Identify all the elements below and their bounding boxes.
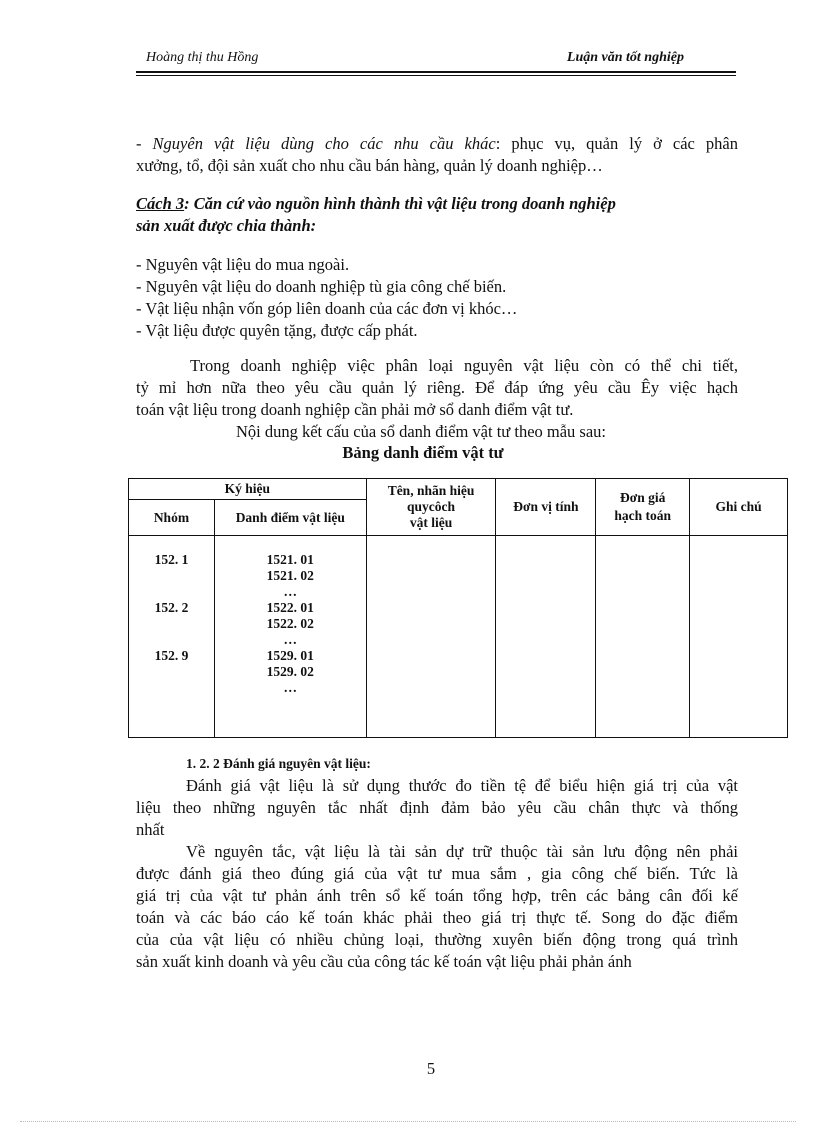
cach3-label: Cách 3 — [136, 194, 185, 213]
other-needs-lead: - Nguyên vật liệu dùng cho các nhu cầu khác — [136, 134, 496, 153]
th-don-vi-tinh: Đơn vị tính — [496, 479, 596, 536]
th-ten-nhan-hieu: Tên, nhãn hiệu quycôch vật liệu — [366, 479, 496, 536]
header-author: Hoàng thị thu Hồng — [146, 50, 259, 65]
table-title: Bảng danh điểm vật tư — [342, 443, 504, 462]
th-danh-diem: Danh điểm vật liệu — [214, 500, 366, 536]
para-classification — [136, 355, 738, 421]
source-item: - Vật liệu nhận vốn góp liên doanh của các đơn vị khóc… — [136, 299, 518, 318]
th-don-gia: Đơn giá hạch toán — [596, 479, 690, 536]
header-rule — [136, 71, 736, 73]
page-bottom-edge — [20, 1121, 796, 1122]
section-title: 1. 2. 2 Đánh giá nguyên vật liệu: — [186, 756, 371, 771]
col-ghi-chu-empty — [690, 536, 788, 738]
col-nhom: 152. 1 152. 2 152. 9 — [129, 536, 215, 738]
th-ghi-chu: Ghi chú — [690, 479, 788, 536]
classification-line2: tỷ mỉ hơn nữa theo yêu cầu quản lý riêng. Để đáp ứng yêu cầu Êy việc hạch — [136, 378, 738, 397]
intro-line: Nội dung kết cấu của sổ danh điểm vật tư theo mẫu sau: — [235, 422, 607, 441]
header-rule-thin — [136, 75, 736, 76]
section-para1: Đánh giá vật liệu là sử dụng thước đo tiền tệ để biểu hiện giá trị của vật liệu theo những nguyên tắc nhất định đảm bảo yêu cầu chân thực và thống nhất — [136, 776, 738, 839]
material-code-table — [128, 478, 788, 738]
header-doc-title: Luận văn tốt nghiệp — [566, 50, 684, 65]
col-ten-empty — [366, 536, 496, 738]
other-needs-line2: xưởng, tổ, đội sản xuất cho nhu cầu bán hàng, quản lý doanh nghiệp… — [136, 156, 603, 175]
cach3-line1: : Căn cứ vào nguồn hình thành thì vật liệu trong doanh nghiệp — [184, 194, 616, 213]
other-needs-rest: : phục vụ, quản lý ở các phân — [495, 134, 738, 153]
col-don-gia-empty — [596, 536, 690, 738]
para-other-needs — [136, 133, 738, 177]
col-danh-diem: 1521. 01 1521. 02 … 1522. 01 1522. 02 … 1529. 01 1529. 02 … — [214, 536, 366, 738]
source-item: - Nguyên vật liệu do doanh nghiệp tù gia công chế biến. — [136, 277, 507, 296]
source-item: - Vật liệu được quyên tặng, được cấp phát. — [136, 321, 418, 340]
col-don-vi-empty — [496, 536, 596, 738]
cach3-line2: sản xuất được chia thành: — [136, 216, 317, 235]
classification-line1: Trong doanh nghiệp việc phân loại nguyên vật liệu còn có thể chi tiết, — [190, 356, 738, 375]
th-nhom: Nhóm — [129, 500, 215, 536]
cach3-heading — [136, 193, 738, 237]
sources-list — [136, 254, 738, 342]
th-ky-hieu: Ký hiệu — [129, 479, 367, 500]
source-item: - Nguyên vật liệu do mua ngoài. — [136, 255, 350, 274]
section-para2: Về nguyên tắc, vật liệu là tài sản dự trữ thuộc tài sản lưu động nên phải được đánh giá theo đúng giá của vật tư mua sắm , gia công chế biến. Tức là giá trị của vật tư phản ánh trên sổ kế toán tổng hợp, trên các bảng cân đối kế toán và các báo cáo kế toán khác phải theo giá trị thực tế. Song do đặc điểm của của vật liệu có nhiều chủng loại, thường xuyên biến động trong quá trình sản xuất kinh doanh và yêu cầu của công tác kế toán vật liệu phải phản ánh — [136, 842, 738, 971]
page-number: 5 — [426, 1059, 436, 1078]
classification-line3: toán vật liệu trong doanh nghiệp cần phải mở sổ danh điểm vật tư. — [136, 400, 574, 419]
